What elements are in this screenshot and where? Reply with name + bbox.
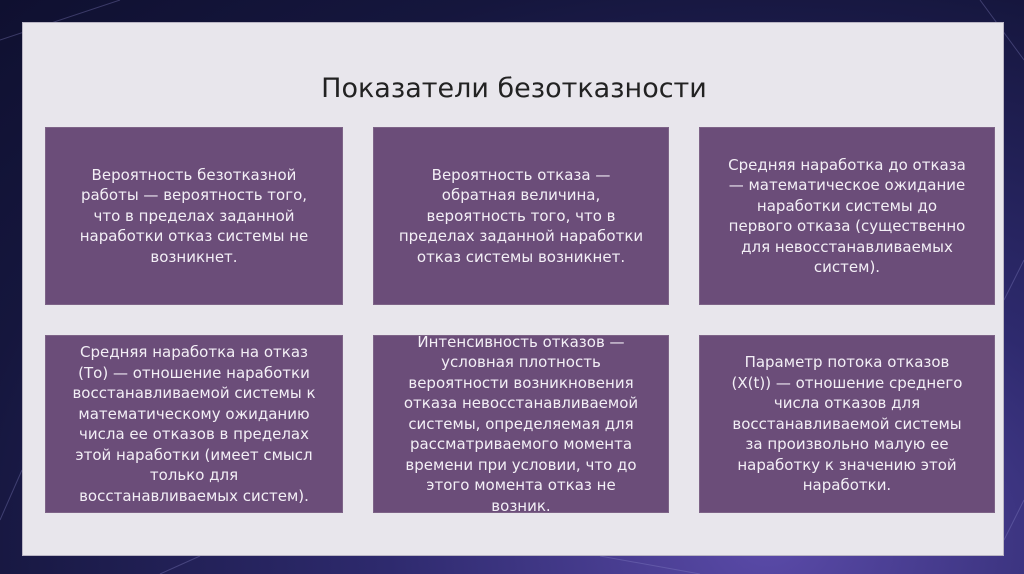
- card-text: Средняя наработка до отказа — математическое ожидание наработки системы до первого отказа (существенно для невосстанавливаемых систем).: [728, 155, 966, 276]
- card-failure-rate: [373, 332, 669, 515]
- card-reliability-probability: [45, 127, 343, 305]
- card-failure-probability: [373, 127, 669, 305]
- slide-title: Показатели безотказности: [321, 73, 707, 104]
- card-text: Параметр потока отказов (Χ(t)) — отношение среднего числа отказов для восстанавливаемой системы за произвольно малую ее наработку к значению этой наработки.: [731, 353, 963, 495]
- card-text: Вероятность отказа — обратная величина, вероятность того, что в пределах заданной наработки отказ системы возникнет.: [398, 165, 644, 266]
- card-mean-time-to-failure: [699, 127, 995, 305]
- card-text: Вероятность безотказной работы — вероятность того, что в пределах заданной наработки отказ системы не возникнет.: [79, 165, 309, 266]
- card-mean-time-between-failures: [45, 335, 343, 513]
- card-text: Интенсивность отказов — условная плотность вероятности возникновения отказа невосстанавливаемой системы, определяемая для рассматриваемого момента времени при условии, что до этого момента отказ не возник.: [403, 332, 639, 515]
- card-text: Средняя наработка на отказ (То) — отношение наработки восстанавливаемой системы к математическому ожиданию числа ее отказов в пределах этой наработки (имеет смысл только для восстанавливаемых систем).: [72, 343, 316, 505]
- card-failure-flow-parameter: [699, 335, 995, 513]
- slide: [22, 22, 1004, 556]
